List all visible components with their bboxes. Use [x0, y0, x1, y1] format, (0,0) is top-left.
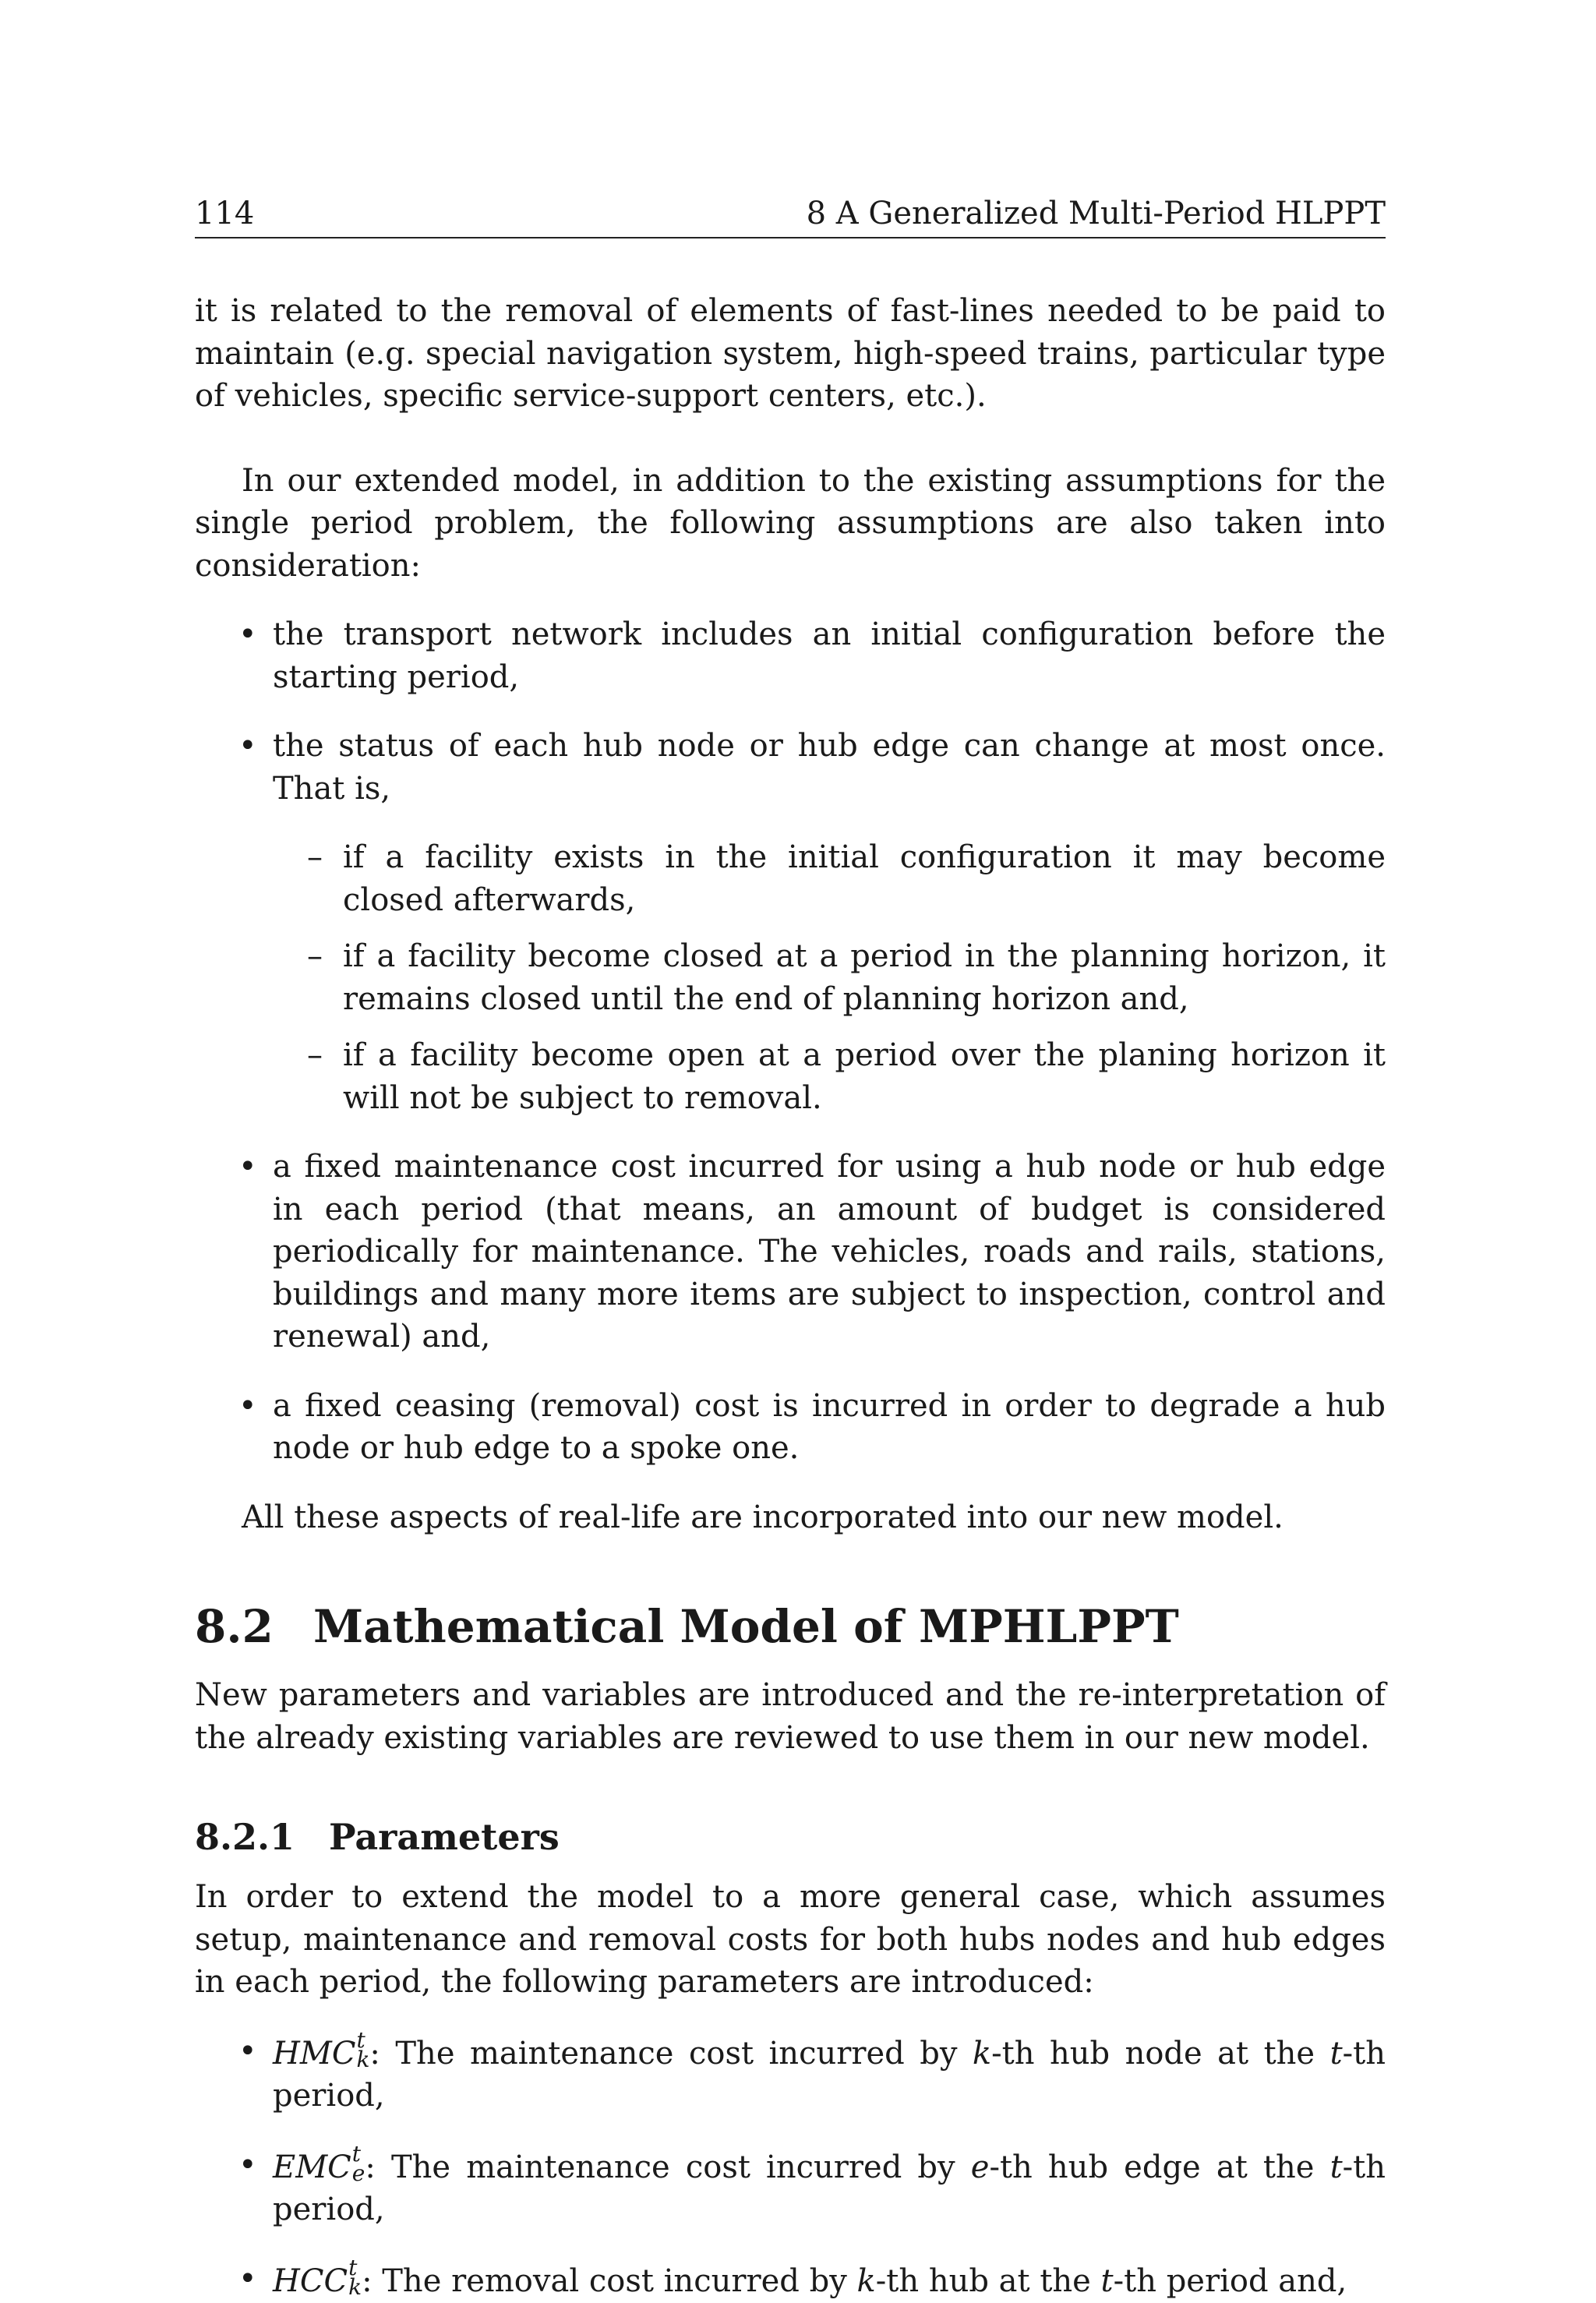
superscript: t: [348, 2254, 358, 2280]
subsection-title: Parameters: [329, 1816, 560, 1858]
math-variable: t: [1329, 2149, 1343, 2185]
superscript: t: [356, 2026, 365, 2053]
assumption-item: [195, 1385, 1386, 1470]
parameter-item: [195, 2254, 1386, 2303]
sub-assumption-item: – if a facility become closed at a period in the planning horizon, it remains closed until the end of planning horizon and,: [195, 935, 1386, 1020]
section-paragraph: New parameters and variables are introduced and the re-interpretation of the already existing variables are reviewed to use them in our new model.: [195, 1677, 1386, 1756]
assumption-text: a fixed maintenance cost incurred for using a hub node or hub edge in each period (that means, an amount of budget is considered periodically for maintenance. The vehicles, roads and rails, stations, buildings and many more items are subject to inspection, control and renewal) and,: [273, 1149, 1386, 1355]
subscript: k: [348, 2274, 362, 2301]
parameter-indices: [348, 2254, 362, 2301]
subsection-heading: [195, 1815, 1386, 1859]
assumption-item: [195, 1146, 1386, 1358]
parameter-text: -th hub node at the: [991, 2035, 1330, 2072]
subscript: e: [351, 2160, 365, 2186]
math-variable: t: [1329, 2035, 1343, 2072]
assumptions-list: [195, 613, 1386, 1470]
document-page: [195, 195, 1386, 2303]
math-variable: k: [856, 2263, 876, 2300]
parameter-text: : The removal cost incurred by: [362, 2263, 857, 2300]
assumption-item: [195, 613, 1386, 698]
subscript: k: [356, 2046, 370, 2072]
body-text: [195, 290, 1386, 2303]
parameter-symbol: HCC: [273, 2263, 348, 2300]
section-title: Mathematical Model of MPHLPPT: [313, 1600, 1179, 1653]
parameter-text: -th period and,: [1113, 2263, 1347, 2300]
paragraph-closing: All these aspects of real-life are incorporated into our new model.: [242, 1499, 1284, 1535]
math-variable: t: [1100, 2263, 1114, 2300]
math-variable: e: [970, 2149, 990, 2185]
section-number: 8.2: [195, 1600, 274, 1653]
parameter-text: : The maintenance cost incurred by: [369, 2035, 973, 2072]
page-number: 114: [195, 196, 255, 231]
paragraph-extended-model: In our extended model, in addition to the existing assumptions for the single period problem, the following assumptions are also taken into consideration:: [195, 462, 1386, 584]
chapter-title: 8 A Generalized Multi-Period HLPPT: [806, 196, 1386, 231]
sub-assumption-item: – if a facility become open at a period over the planing horizon it will not be subject to removal.: [195, 1034, 1386, 1119]
parameter-symbol: HMC: [273, 2035, 356, 2072]
assumption-item: [195, 725, 1386, 1119]
parameter-symbol: EMC: [273, 2149, 351, 2185]
superscript: t: [351, 2140, 362, 2167]
section-heading: [195, 1599, 1386, 1654]
assumption-text: the status of each hub node or hub edge can change at most once. That is,: [273, 728, 1386, 807]
paragraph-continuation: it is related to the removal of elements of fast-lines needed to be paid to maintain (e.g. special navigation system, high-speed trains, particular type of vehicles, specific service-support centers, etc.).: [195, 293, 1386, 414]
math-variable: k: [972, 2035, 992, 2072]
parameter-text: : The maintenance cost incurred by: [365, 2149, 971, 2185]
running-header: [195, 195, 1386, 238]
parameter-text: -th hub at the: [875, 2263, 1101, 2300]
parameter-indices: [356, 2026, 370, 2072]
parameter-item: [195, 2140, 1386, 2231]
parameter-item: [195, 2026, 1386, 2118]
parameters-list: [195, 2026, 1386, 2303]
subsection-number: 8.2.1: [195, 1816, 295, 1858]
subsection-paragraph: In order to extend the model to a more general case, which assumes setup, maintenance and removal costs for both hubs nodes and hub edges in each period, the following parameters are introduced:: [195, 1879, 1386, 2000]
parameter-indices: [351, 2140, 365, 2186]
parameter-text: -th hub edge at the: [989, 2149, 1330, 2185]
sub-assumption-item: – if a facility exists in the initial configuration it may become closed afterwards,: [195, 836, 1386, 921]
assumption-sublist: [273, 836, 1386, 1119]
parameter-text: -th period,: [273, 2149, 1386, 2228]
assumption-text: the transport network includes an initial configuration before the starting period,: [273, 616, 1386, 695]
parameter-text: -th period,: [273, 2035, 1386, 2114]
assumption-text: a fixed ceasing (removal) cost is incurred in order to degrade a hub node or hub edge to a spoke one.: [273, 1387, 1386, 1466]
